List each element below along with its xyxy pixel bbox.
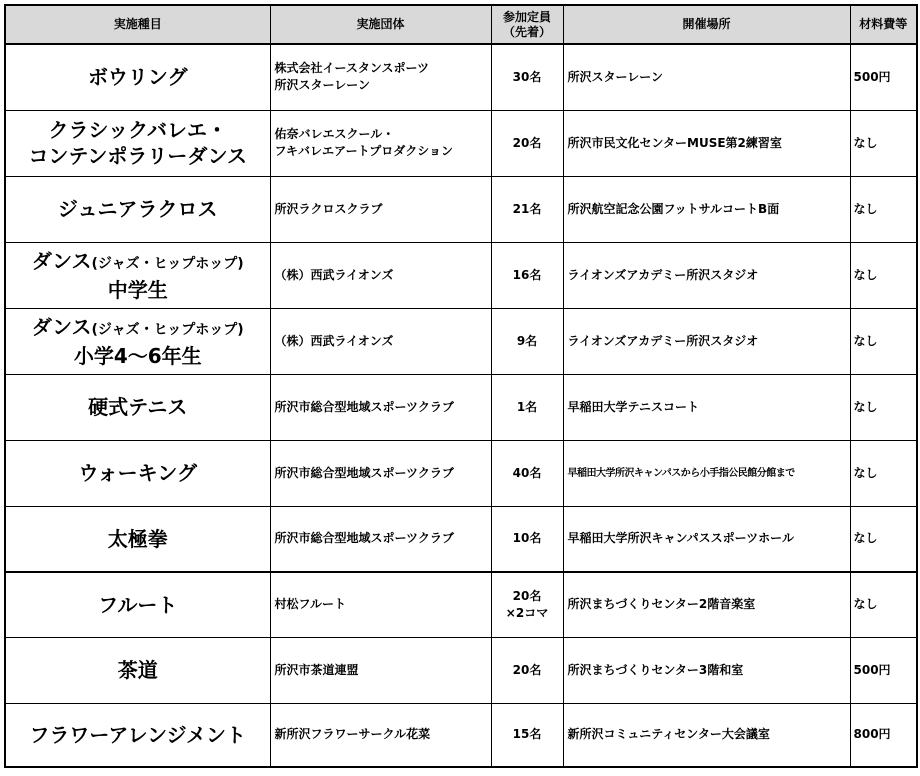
capacity-cell: 40名	[491, 440, 563, 506]
venue-cell: 所沢まちづくりセンター2階音楽室	[563, 572, 850, 637]
table-row	[5, 242, 917, 308]
event-cell: ジュニアラクロス	[5, 176, 270, 242]
org-cell: 新所沢フラワーサークル花菜	[270, 703, 491, 767]
event-cell: ダンス(ジャズ・ヒップホップ) 小学4～6年生	[5, 308, 270, 374]
org-cell: 所沢市総合型地域スポーツクラブ	[270, 440, 491, 506]
header-fee: 材料費等	[850, 5, 917, 44]
header-capacity: 参加定員 （先着）	[491, 5, 563, 44]
fee-cell: なし	[850, 308, 917, 374]
venue-cell: 所沢まちづくりセンター3階和室	[563, 637, 850, 703]
fee-cell: なし	[850, 506, 917, 572]
org-cell: （株）西武ライオンズ	[270, 242, 491, 308]
table-row	[5, 110, 917, 176]
event-cell: フルート	[5, 572, 270, 637]
venue-cell: 早稲田大学所沢キャンパススポーツホール	[563, 506, 850, 572]
fee-cell: 500円	[850, 637, 917, 703]
org-cell: 所沢ラクロスクラブ	[270, 176, 491, 242]
capacity-cell: 21名	[491, 176, 563, 242]
event-cell: フラワーアレンジメント	[5, 703, 270, 767]
table-row	[5, 637, 917, 703]
fee-cell: 800円	[850, 703, 917, 767]
table-row	[5, 506, 917, 572]
event-cell: クラシックバレエ・ コンテンポラリーダンス	[5, 110, 270, 176]
event-cell: 茶道	[5, 637, 270, 703]
org-cell: 所沢市総合型地域スポーツクラブ	[270, 506, 491, 572]
fee-cell: なし	[850, 440, 917, 506]
org-cell: 所沢市茶道連盟	[270, 637, 491, 703]
capacity-cell: 10名	[491, 506, 563, 572]
capacity-cell: 1名	[491, 374, 563, 440]
venue-cell: 早稲田大学所沢キャンパスから小手指公民館分館まで	[563, 440, 850, 506]
fee-cell: なし	[850, 176, 917, 242]
fee-cell: なし	[850, 242, 917, 308]
capacity-cell: 20名 ×2コマ	[491, 572, 563, 637]
activity-table	[4, 4, 918, 768]
org-cell: 株式会社イースタンスポーツ 所沢スターレーン	[270, 44, 491, 110]
event-cell: ダンス(ジャズ・ヒップホップ) 中学生	[5, 242, 270, 308]
header-venue: 開催場所	[563, 5, 850, 44]
fee-cell: なし	[850, 374, 917, 440]
header-row	[5, 5, 917, 44]
event-cell: 硬式テニス	[5, 374, 270, 440]
table-row	[5, 176, 917, 242]
capacity-cell: 20名	[491, 110, 563, 176]
fee-cell: なし	[850, 572, 917, 637]
table-row	[5, 44, 917, 110]
event-cell: ウォーキング	[5, 440, 270, 506]
venue-cell: ライオンズアカデミー所沢スタジオ	[563, 308, 850, 374]
org-cell: 佑奈バレエスクール・ フキバレエアートプロダクション	[270, 110, 491, 176]
capacity-cell: 30名	[491, 44, 563, 110]
org-cell: 村松フルート	[270, 572, 491, 637]
capacity-cell: 20名	[491, 637, 563, 703]
org-cell: （株）西武ライオンズ	[270, 308, 491, 374]
venue-cell: 所沢スターレーン	[563, 44, 850, 110]
capacity-cell: 16名	[491, 242, 563, 308]
event-cell: 太極拳	[5, 506, 270, 572]
table-row	[5, 308, 917, 374]
table-row	[5, 374, 917, 440]
table-row	[5, 440, 917, 506]
table-row	[5, 572, 917, 637]
org-cell: 所沢市総合型地域スポーツクラブ	[270, 374, 491, 440]
header-event: 実施種目	[5, 5, 270, 44]
fee-cell: 500円	[850, 44, 917, 110]
table-row	[5, 703, 917, 767]
capacity-cell: 15名	[491, 703, 563, 767]
venue-cell: 所沢航空記念公園フットサルコートB面	[563, 176, 850, 242]
event-cell: ボウリング	[5, 44, 270, 110]
venue-cell: 所沢市民文化センターMUSE第2練習室	[563, 110, 850, 176]
venue-cell: 早稲田大学テニスコート	[563, 374, 850, 440]
venue-cell: 新所沢コミュニティセンター大会議室	[563, 703, 850, 767]
header-org: 実施団体	[270, 5, 491, 44]
fee-cell: なし	[850, 110, 917, 176]
venue-cell: ライオンズアカデミー所沢スタジオ	[563, 242, 850, 308]
capacity-cell: 9名	[491, 308, 563, 374]
